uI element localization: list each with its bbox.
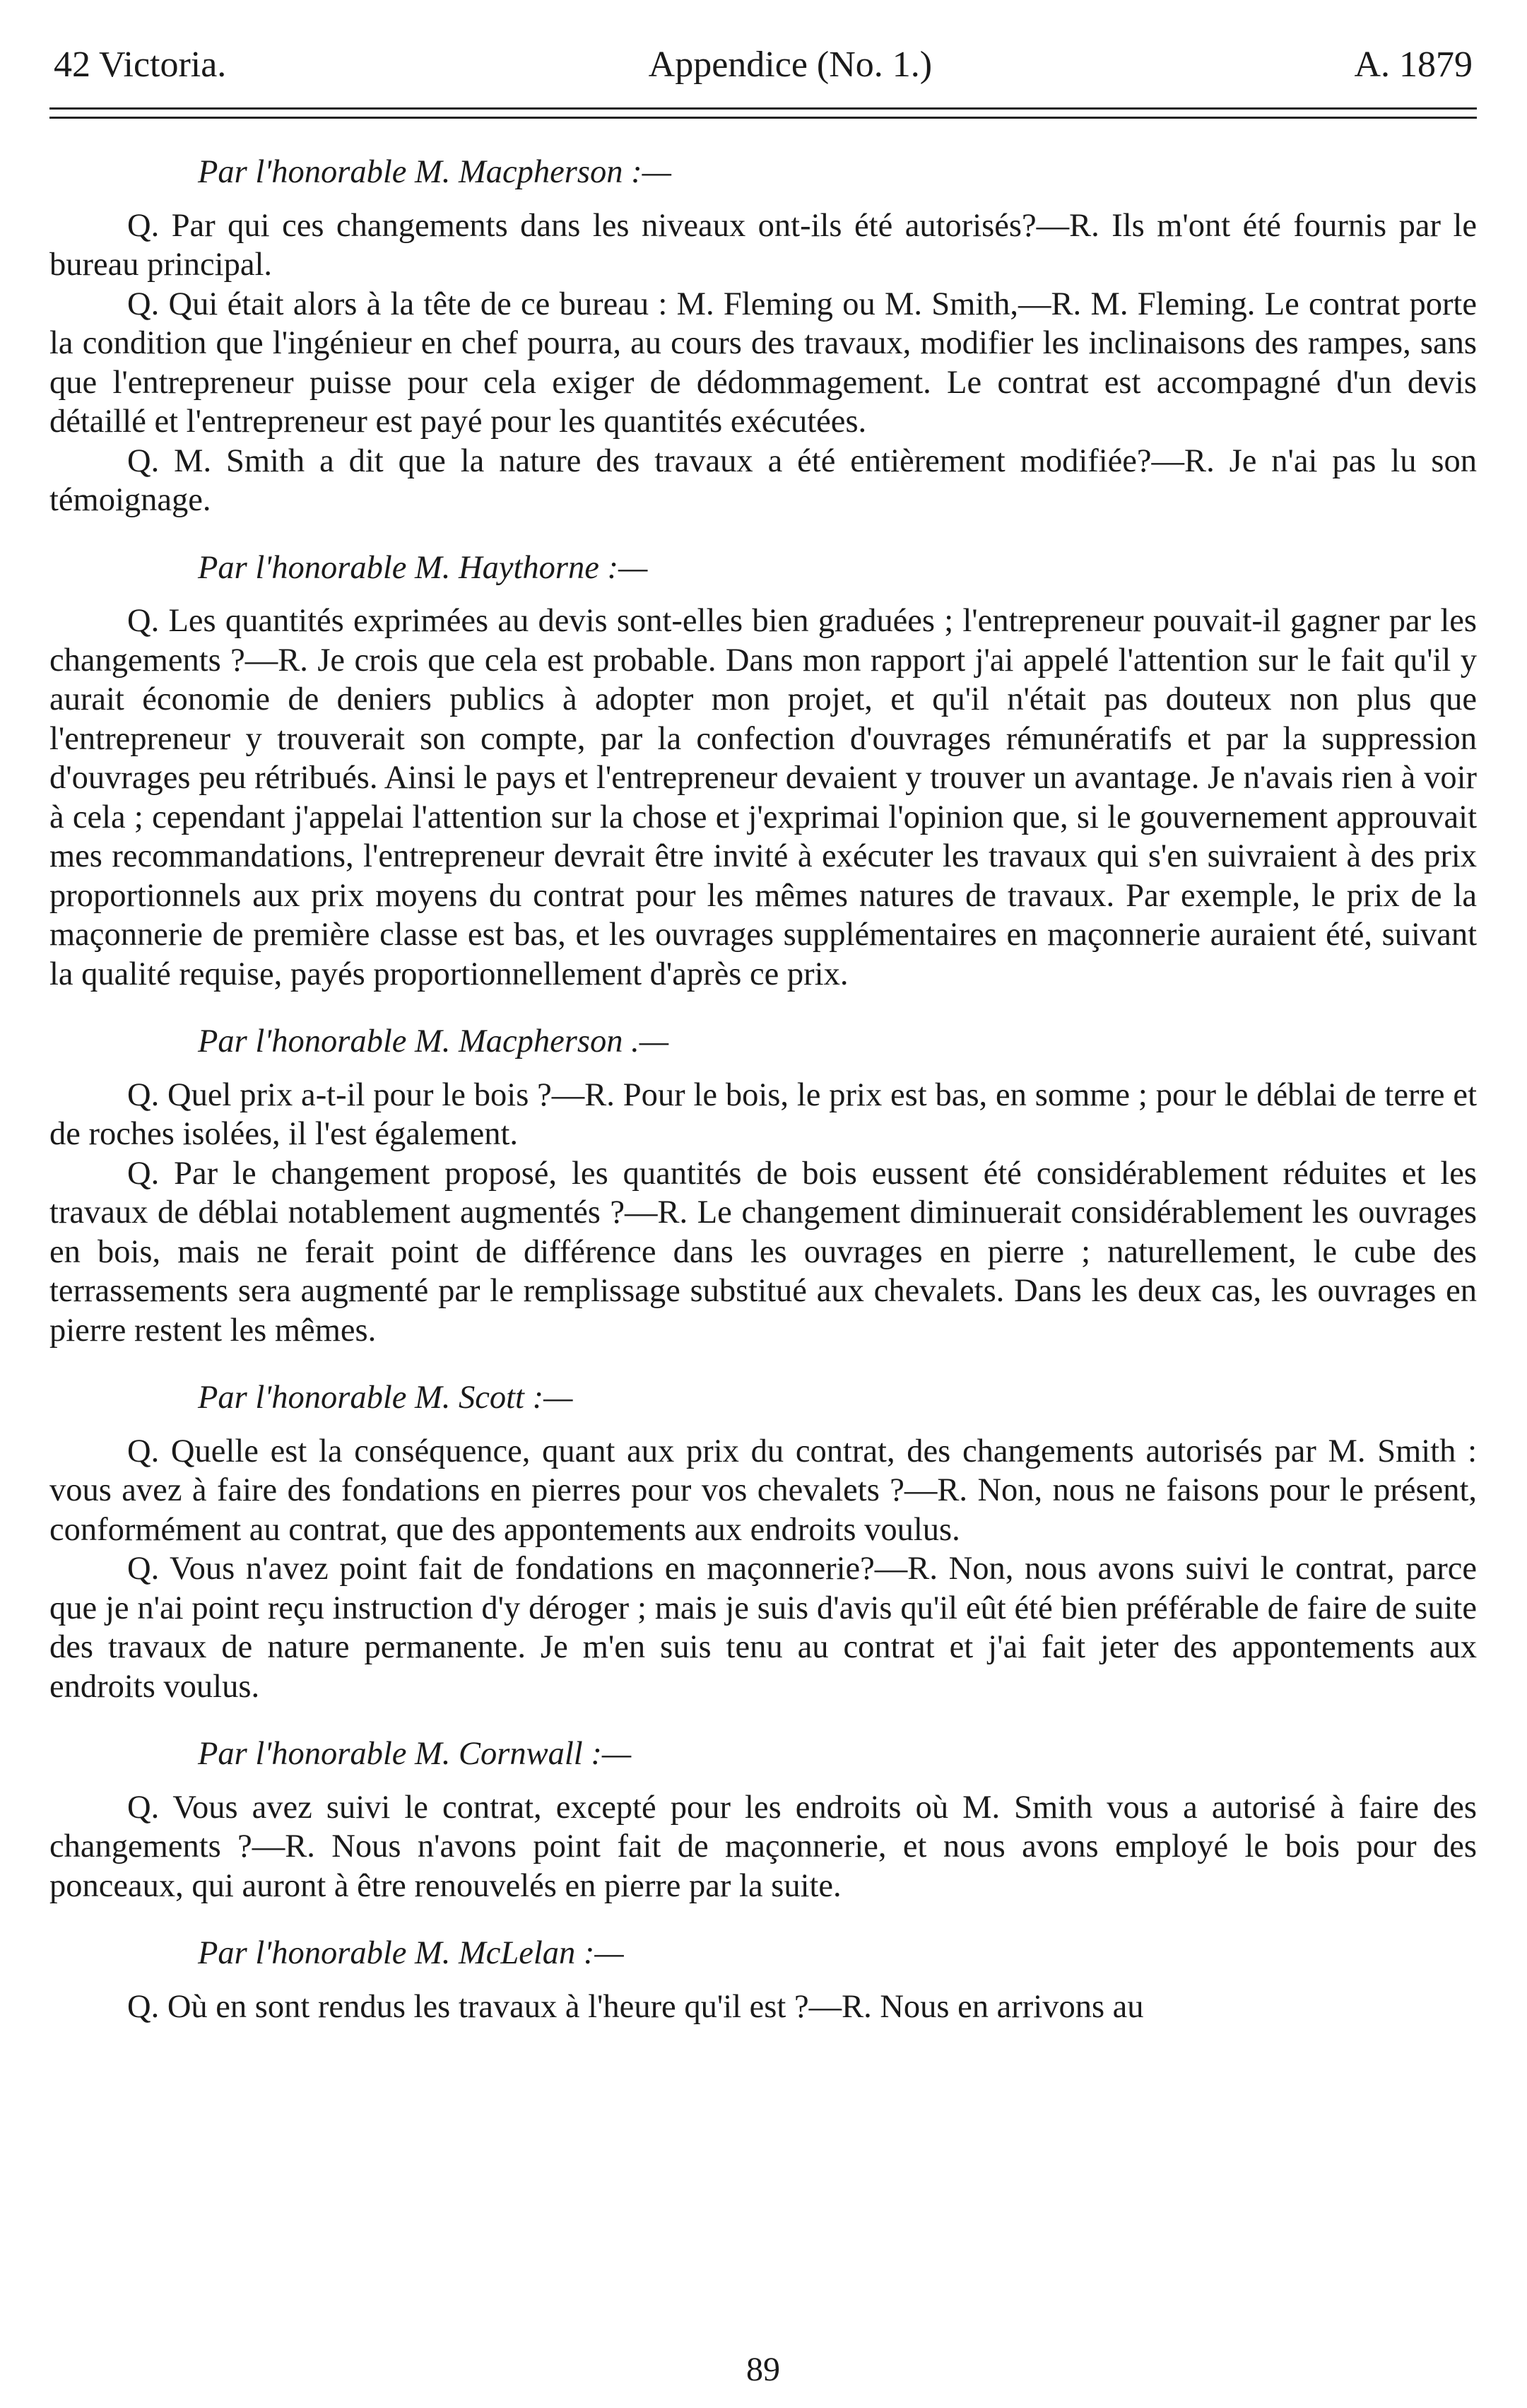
section-haythorne	[49, 548, 1477, 994]
section-macpherson-1	[49, 153, 1477, 520]
running-header	[49, 42, 1477, 88]
section-cornwall	[49, 1734, 1477, 1905]
qa-paragraph: Q. Qui était alors à la tête de ce bureau : M. Fleming ou M. Smith,—R. M. Fleming. Le contrat porte la condition que l'ingénieur en chef pourra, au cours des travaux, modifier les inclinaisons des rampes, sans que l'entrepreneur puisse pour cela exiger de dédommagement. Le contrat est accompagné d'un devis détaillé et l'entrepreneur est payé pour les quantités exécutées.	[49, 286, 1477, 440]
speaker-heading: Par l'honorable M. McLelan :—	[198, 1935, 624, 1971]
header-center: Appendice (No. 1.)	[648, 45, 933, 85]
header-left: 42 Victoria.	[54, 45, 227, 85]
page-number: 89	[746, 2351, 780, 2388]
speaker-heading: Par l'honorable M. Cornwall :—	[198, 1736, 632, 1772]
qa-paragraph: Q. Par qui ces changements dans les niveaux ont-ils été autorisés?—R. Ils m'ont été fournis par le bureau principal.	[49, 207, 1477, 283]
section-scott	[49, 1378, 1477, 1706]
qa-paragraph: Q. Où en sont rendus les travaux à l'heure qu'il est ?—R. Nous en arrivons au	[127, 1988, 1144, 2025]
qa-paragraph: Q. Quelle est la conséquence, quant aux prix du contrat, des changements autorisés par M. Smith : vous avez à faire des fondations en pierres pour vos chevalets ?—R. Non, nous ne faisons pour le présent, conformément au contrat, que des appontements aux endroits voulus.	[49, 1433, 1477, 1548]
section-mclelan	[49, 1934, 1477, 2026]
speaker-heading: Par l'honorable M. Scott :—	[198, 1380, 573, 1416]
qa-paragraph: Q. M. Smith a dit que la nature des travaux a été entièrement modifiée?—R. Je n'ai pas lu son témoignage.	[49, 442, 1477, 518]
section-macpherson-2	[49, 1022, 1477, 1350]
speaker-heading: Par l'honorable M. Macpherson .—	[198, 1023, 669, 1059]
qa-paragraph: Q. Par le changement proposé, les quantités de bois eussent été considérablement réduites et les travaux de déblai notablement augmentés ?—R. Le changement diminuerait considérablement les ouvrages en bois, mais ne ferait point de différence dans les ouvrages en pierre ; naturellement, le cube des terrassements sera augmenté par le remplissage substitué aux chevalets. Dans les deux cas, les ouvrages en pierre restent les mêmes.	[49, 1155, 1477, 1349]
document-page	[49, 42, 1477, 2388]
qa-paragraph: Q. Quel prix a-t-il pour le bois ?—R. Pour le bois, le prix est bas, en somme ; pour le déblai de terre et de roches isolées, il l'est également.	[49, 1076, 1477, 1152]
speaker-heading: Par l'honorable M. Haythorne :—	[198, 549, 648, 586]
qa-paragraph: Q. Vous n'avez point fait de fondations en maçonnerie?—R. Non, nous avons suivi le contrat, parce que je n'ai point reçu instruction d'y déroger ; mais je suis d'avis qu'il eût été bien préférable de faire de suite des travaux de nature permanente. Je m'en suis tenu au contrat et j'ai fait jeter des appontements aux endroits voulus.	[49, 1551, 1477, 1705]
qa-paragraph: Q. Vous avez suivi le contrat, excepté pour les endroits où M. Smith vous a autorisé à faire des changements ?—R. Nous n'avons point fait de maçonnerie, et nous avons employé le bois pour des ponceaux, qui auront à être renouvelés en pierre par la suite.	[49, 1789, 1477, 1904]
document-body	[49, 153, 1477, 2026]
qa-paragraph: Q. Les quantités exprimées au devis sont-elles bien graduées ; l'entrepreneur pouvait-il gagner par les changements ?—R. Je crois que cela est probable. Dans mon rapport j'ai appelé l'attention sur le fait qu'il y aurait économie de deniers publics à adopter mon projet, et qu'il n'était pas douteux non plus que l'entrepreneur y trouverait son compte, par la confection d'ouvrages rémunératifs et par la suppression d'ouvrages peu rétribués. Ainsi le pays et l'entrepreneur devaient y trouver un avantage. Je n'avais rien à voir à cela ; cependant j'appelai l'attention sur la chose et j'exprimai l'opinion que, si le gouvernement approuvait mes recommandations, l'entrepreneur devrait être invité à exécuter les travaux qui s'en suivraient à des prix proportionnels aux prix moyens du contrat pour les mêmes natures de travaux. Par exemple, le prix de la maçonnerie de première classe est bas, et les ouvrages supplémentaires en maçonnerie auraient été, suivant la qualité requise, payés proportionnellement d'après ce prix.	[49, 603, 1477, 992]
header-double-rule	[49, 107, 1477, 119]
speaker-heading: Par l'honorable M. Macpherson :—	[198, 154, 671, 190]
header-right: A. 1879	[1354, 45, 1473, 85]
